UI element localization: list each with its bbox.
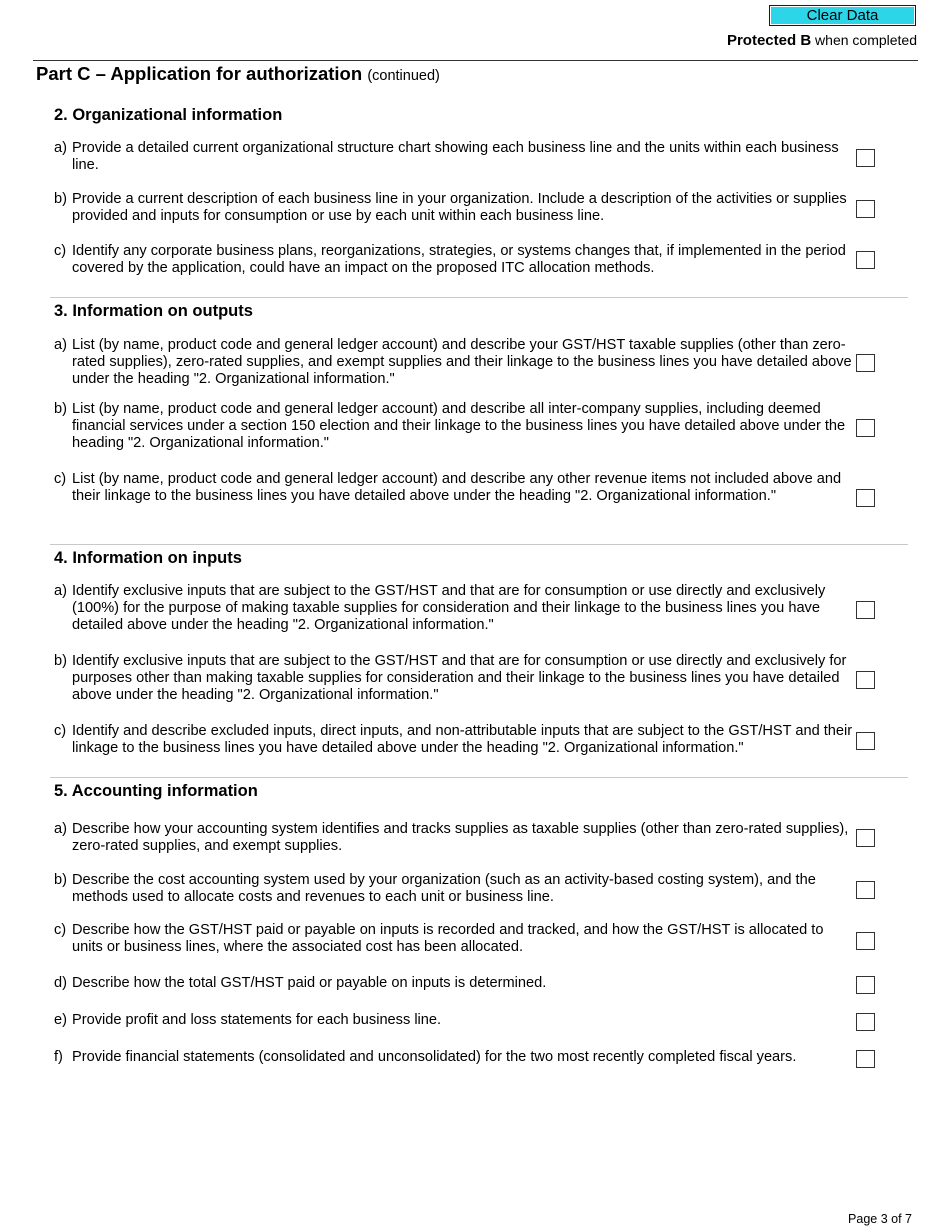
checkbox-4a[interactable] <box>856 601 875 619</box>
checkbox-3c[interactable] <box>856 489 875 507</box>
item-letter: f) <box>54 1049 63 1065</box>
item-5b <box>54 872 854 906</box>
item-2a <box>54 140 854 174</box>
item-text: Identify and describe excluded inputs, direct inputs, and non-attributable inputs that are subject to the GST/HST and their linkage to the business lines you have detailed above under the heading "2. Organizational information." <box>72 723 853 756</box>
item-5a <box>54 821 854 855</box>
checkbox-5b[interactable] <box>856 881 875 899</box>
checkbox-2b[interactable] <box>856 200 875 218</box>
item-text: Describe how your accounting system identifies and tracks supplies as taxable supplies (other than zero-rated supplies), zero-rated supplies, and exempt supplies. <box>72 821 849 854</box>
item-text: Identify exclusive inputs that are subject to the GST/HST and that are for consumption or use directly and exclusively (100%) for the purpose of making taxable supplies for consideration and their linkage to the business lines you have detailed above under the heading "2. Organizational information." <box>72 583 826 633</box>
item-text: List (by name, product code and general ledger account) and describe your GST/HST taxable supplies (other than zero-rated supplies), zero-rated supplies, and exempt supplies and their linkage to the business lines you have detailed above under the heading "2. Organizational information." <box>72 337 852 387</box>
item-letter: b) <box>54 653 67 669</box>
item-text: Identify exclusive inputs that are subject to the GST/HST and that are for consumption or use directly and exclusively for purposes other than making taxable supplies for consideration and their linkage to the business lines you have detailed above under the heading "2. Organizational information." <box>72 653 847 703</box>
protected-b-label: Protected B <box>726 32 812 49</box>
checkbox-4c[interactable] <box>856 732 875 750</box>
item-letter: c) <box>54 922 67 938</box>
item-letter: e) <box>54 1012 67 1028</box>
item-5f <box>54 1049 854 1066</box>
checkbox-5f[interactable] <box>856 1050 875 1068</box>
item-4a <box>54 583 854 634</box>
item-2b <box>54 191 854 225</box>
item-letter: c) <box>54 471 67 487</box>
item-text: List (by name, product code and general ledger account) and describe all inter-company supplies, including deemed financial services under a section 150 election and their linkage to the business lines you have detailed above under the heading "2. Organizational information." <box>72 401 846 451</box>
item-letter: c) <box>54 243 67 259</box>
section-divider <box>50 297 908 298</box>
section-heading-inputs: 4. Information on inputs <box>54 549 242 567</box>
protected-b-notice <box>727 32 917 49</box>
checkbox-5d[interactable] <box>856 976 875 994</box>
checkbox-5c[interactable] <box>856 932 875 950</box>
item-letter: a) <box>54 337 67 353</box>
page-number: Page 3 of 7 <box>848 1212 912 1226</box>
item-text: Describe how the GST/HST paid or payable on inputs is recorded and tracked, and how the GST/HST is allocated to units or business lines, where the associated cost has been allocated. <box>72 922 824 955</box>
section-heading-organizational: 2. Organizational information <box>54 106 283 124</box>
item-letter: b) <box>54 191 67 207</box>
item-5e <box>54 1012 854 1029</box>
section-heading-accounting: 5. Accounting information <box>54 782 258 800</box>
section-divider <box>50 544 908 545</box>
part-title-continued: (continued) <box>367 68 440 84</box>
item-letter: a) <box>54 583 67 599</box>
item-2c <box>54 243 854 277</box>
item-letter: a) <box>54 821 67 837</box>
item-text: Identify any corporate business plans, reorganizations, strategies, or systems changes that, if implemented in the period covered by the application, could have an impact on the proposed ITC allocation methods. <box>72 243 846 276</box>
section-heading-outputs: 3. Information on outputs <box>54 302 253 320</box>
item-5d <box>54 975 854 992</box>
item-text: Provide a current description of each business line in your organization. Include a description of the activities or supplies provided and inputs for consumption or use by each unit within each business line. <box>72 191 847 224</box>
item-letter: b) <box>54 872 67 888</box>
checkbox-3a[interactable] <box>856 354 875 372</box>
clear-data-button[interactable]: Clear Data <box>769 5 916 26</box>
checkbox-2a[interactable] <box>856 149 875 167</box>
item-letter: c) <box>54 723 67 739</box>
item-text: Provide profit and loss statements for each business line. <box>72 1012 442 1028</box>
protected-b-suffix: when completed <box>811 32 917 48</box>
checkbox-4b[interactable] <box>856 671 875 689</box>
item-4c <box>54 723 854 757</box>
item-letter: d) <box>54 975 67 991</box>
item-text: Describe the cost accounting system used by your organization (such as an activity-based costing system), and the methods used to allocate costs and revenues to each unit or business line. <box>72 872 816 905</box>
part-title-text: Part C – Application for authorization <box>36 63 363 84</box>
top-divider <box>33 60 918 61</box>
part-title <box>36 63 440 85</box>
item-4b <box>54 653 854 704</box>
item-3b <box>54 401 854 452</box>
item-text: List (by name, product code and general ledger account) and describe any other revenue items not included above and their linkage to the business lines you have detailed above under the heading "2. Organizational information." <box>72 471 842 504</box>
section-divider <box>50 777 908 778</box>
item-text: Provide financial statements (consolidated and unconsolidated) for the two most recently completed fiscal years. <box>72 1049 797 1065</box>
item-text: Provide a detailed current organizational structure chart showing each business line and the units within each business line. <box>72 140 839 173</box>
checkbox-5a[interactable] <box>856 829 875 847</box>
checkbox-2c[interactable] <box>856 251 875 269</box>
checkbox-5e[interactable] <box>856 1013 875 1031</box>
item-5c <box>54 922 854 956</box>
item-letter: a) <box>54 140 67 156</box>
item-letter: b) <box>54 401 67 417</box>
item-text: Describe how the total GST/HST paid or payable on inputs is determined. <box>72 975 547 991</box>
item-3c <box>54 471 854 505</box>
item-3a <box>54 337 854 388</box>
checkbox-3b[interactable] <box>856 419 875 437</box>
